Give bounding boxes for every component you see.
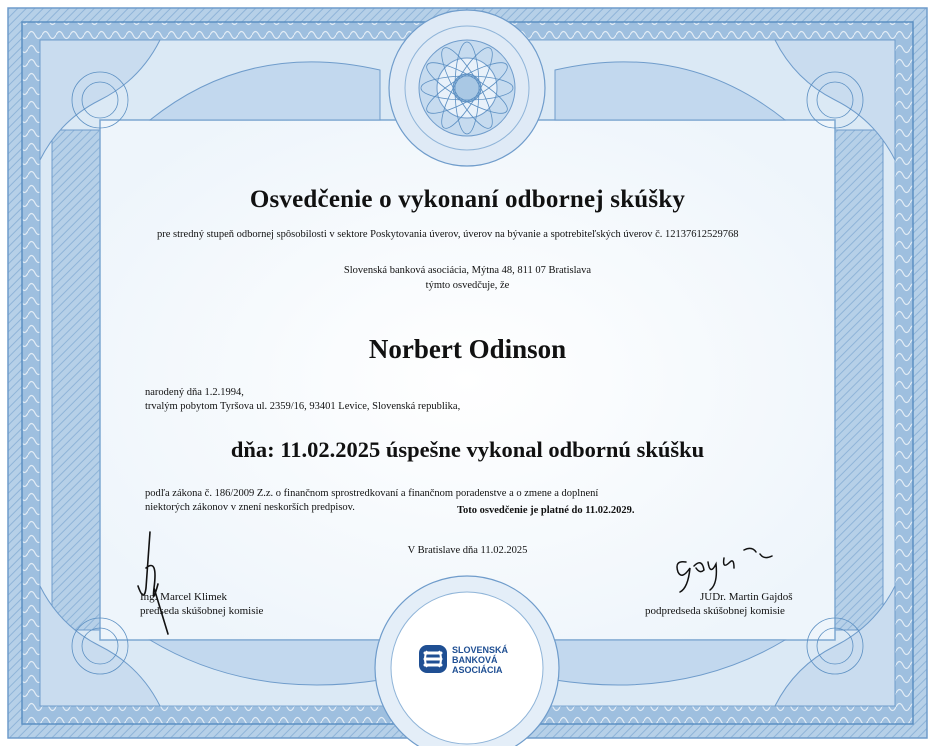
- right-signature: [668, 540, 778, 595]
- issuer-address: Slovenská banková asociácia, Mýtna 48, 811 07 Bratislava: [343, 265, 592, 276]
- right-signatory-name: JUDr. Martin Gajdoš: [700, 591, 793, 603]
- holder-name: Norbert Odinson: [368, 334, 567, 364]
- left-signatory-name: Ing. Marcel Klimek: [140, 591, 228, 603]
- sba-logo: [417, 643, 527, 677]
- left-signatory-role: predseda skúšobnej komisie: [140, 605, 264, 617]
- logo-line2: BANKOVÁ: [452, 655, 498, 665]
- birth-info: narodený dňa 1.2.1994,: [145, 387, 244, 398]
- law-reference-line2: niektorých zákonov v znení neskorších predpisov.: [145, 502, 355, 513]
- residence-info: trvalým pobytom Tyršova ul. 2359/16, 93401 Levice, Slovenská republika,: [145, 401, 461, 412]
- left-signature: [128, 528, 178, 638]
- law-reference-line1: podľa zákona č. 186/2009 Z.z. o finančnom sprostredkovaní a finančnom poradenstve a o zmene a doplnení: [145, 488, 599, 499]
- validity-note: Toto osvedčenie je platné do 11.02.2029.: [457, 505, 635, 516]
- exam-result: dňa: 11.02.2025 úspešne vykonal odbornú skúšku: [230, 437, 705, 462]
- certifies-text: týmto osvedčuje, že: [425, 280, 510, 291]
- certificate-subtitle: pre stredný stupeň odbornej spôsobilosti v sektore Poskytovania úverov, úverov na bývanie a spotrebiteľských úverov č. 12137612529768: [157, 229, 739, 240]
- certificate-title: Osvedčenie o vykonaní odbornej skúšky: [249, 186, 686, 213]
- logo-line3: ASOCIÁCIA: [452, 665, 503, 675]
- logo-line1: SLOVENSKÁ: [452, 645, 509, 655]
- sba-logo-mark-icon: [417, 643, 449, 675]
- place-and-date: V Bratislave dňa 11.02.2025: [407, 545, 528, 556]
- right-signatory-role: podpredseda skúšobnej komisie: [645, 605, 785, 617]
